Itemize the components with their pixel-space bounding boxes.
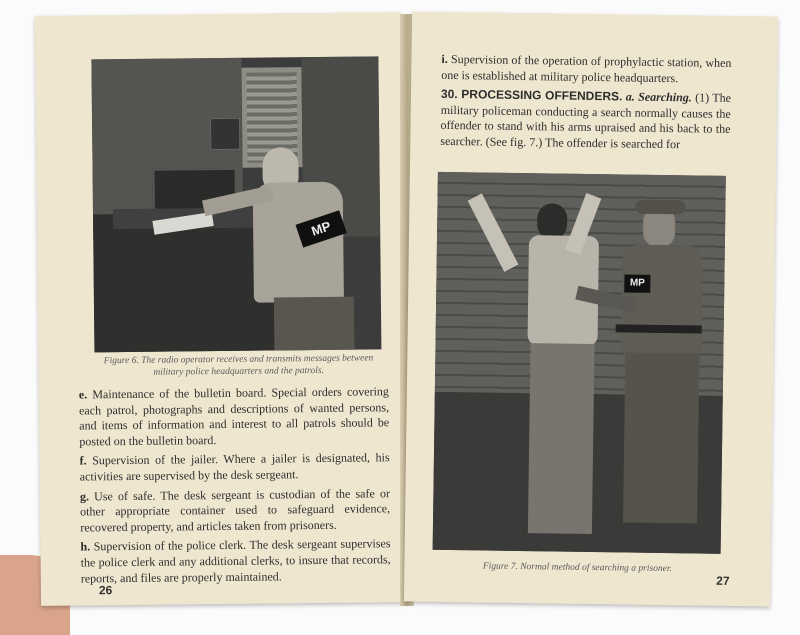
open-book <box>38 14 776 614</box>
paragraph-f: f. Supervision of the jailer. Where a jailer is designated, his activities are supervised by the desk sergeant. <box>79 450 390 484</box>
paragraph-e: e. Maintenance of the bulletin board. Special orders covering each patrol, photographs and descriptions of wanted persons, and items of information and interest to all patrols should be posted on the bulletin board. <box>78 384 390 449</box>
right-page <box>404 11 778 606</box>
mp-armband: MP <box>296 210 347 247</box>
right-body-text <box>440 52 731 158</box>
figure-6-caption: Figure 6. The radio operator receives and transmits messages between military police headquarters and the patrols. <box>103 353 374 378</box>
figure-6-photo <box>91 56 381 352</box>
section-subheading: a. Searching. <box>625 89 692 105</box>
left-page <box>35 12 407 606</box>
paragraph-i: i. Supervision of the operation of prophylactic station, when one is established at military police headquarters. <box>441 51 732 85</box>
section-heading: 30. PROCESSING OFFENDERS. <box>440 87 623 104</box>
page-number-left: 26 <box>98 583 113 598</box>
left-body-text <box>79 384 391 590</box>
page-number-right: 27 <box>716 573 730 588</box>
mp-armband-figure-7: MP <box>624 274 650 292</box>
paragraph-g: g. Use of safe. The desk sergeant is custodian of the safe or other appropriate container used to safeguard evidence, recovered property, and articles taken from prisoners. <box>79 485 391 535</box>
figure-7-photo <box>433 172 726 554</box>
section-30: 30. PROCESSING OFFENDERS. a. Searching. (1) The military policeman conducting a search normally causes the offender to stand with his arms upraised and his back to the searcher. (See fig. 7.) The offender is searched for <box>440 87 732 152</box>
figure-7-caption: Figure 7. Normal method of searching a prisoner. <box>482 561 672 575</box>
paragraph-h: h. Supervision of the police clerk. The desk sergeant supervises the police clerk and any additional clerks, to insure that records, reports, and files are properly maintained. <box>80 536 391 586</box>
